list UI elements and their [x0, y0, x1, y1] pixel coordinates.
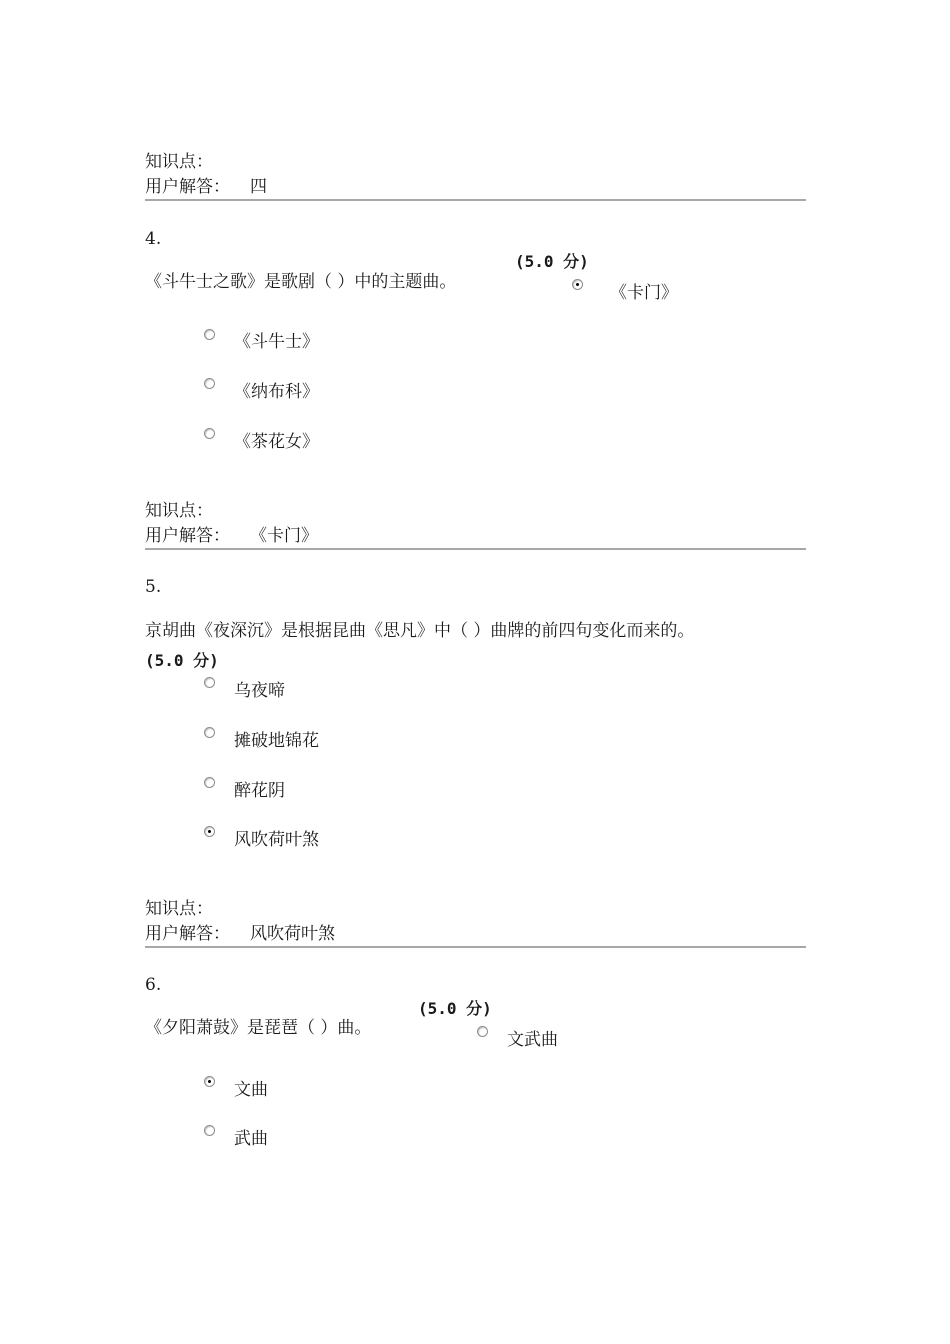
q4-option-2-radio[interactable] [204, 329, 215, 340]
q3-divider [145, 199, 806, 201]
q5-answer-value: 风吹荷叶煞 [250, 924, 335, 944]
q4-option-4-radio[interactable] [204, 428, 215, 439]
q4-option-4-label: 《茶花女》 [234, 432, 319, 452]
q4-option-3-radio[interactable] [204, 378, 215, 389]
q4-number: 4. [145, 229, 162, 249]
q5-knowledge-label: 知识点： [145, 899, 213, 919]
q4-score: (5.0 分) [515, 252, 589, 271]
q5-divider [145, 946, 806, 948]
q4-answer-value: 《卡门》 [250, 526, 318, 546]
q4-divider [145, 548, 806, 550]
q6-number: 6. [145, 975, 162, 995]
q5-option-2-label: 摊破地锦花 [234, 731, 319, 751]
q5-option-4-radio[interactable] [204, 826, 215, 837]
q6-option-1-label: 文武曲 [507, 1030, 558, 1050]
q5-question-text: 京胡曲《夜深沉》是根据昆曲《思凡》中（ ）曲牌的前四句变化而来的。 [145, 621, 695, 641]
q5-score: (5.0 分) [145, 651, 219, 670]
q4-option-1-radio[interactable] [572, 279, 583, 290]
q5-answer-label: 用户解答： [145, 924, 230, 944]
q6-option-1-radio[interactable] [477, 1026, 488, 1037]
q6-score: (5.0 分) [418, 999, 492, 1018]
q6-question-text: 《夕阳萧鼓》是琵琶（ ）曲。 [145, 1018, 372, 1038]
q4-answer-label: 用户解答： [145, 526, 230, 546]
q6-option-2-radio[interactable] [204, 1076, 215, 1087]
q3-answer-label: 用户解答： [145, 177, 230, 197]
q5-option-2-radio[interactable] [204, 727, 215, 738]
q4-option-2-label: 《斗牛士》 [234, 332, 319, 352]
q5-option-1-label: 乌夜啼 [234, 681, 285, 701]
q5-number: 5. [145, 577, 162, 597]
q4-option-1-label: 《卡门》 [610, 283, 678, 303]
q4-knowledge-label: 知识点： [145, 501, 213, 521]
q5-option-3-label: 醉花阴 [234, 781, 285, 801]
q6-option-2-label: 文曲 [234, 1080, 268, 1100]
q6-option-3-radio[interactable] [204, 1125, 215, 1136]
q3-answer-value: 四 [250, 177, 267, 197]
q6-option-3-label: 武曲 [234, 1129, 268, 1149]
q3-knowledge-label: 知识点： [145, 152, 213, 172]
q5-option-4-label: 风吹荷叶煞 [234, 830, 319, 850]
q5-option-1-radio[interactable] [204, 677, 215, 688]
q4-question-text: 《斗牛士之歌》是歌剧（ ）中的主题曲。 [145, 272, 457, 292]
q5-option-3-radio[interactable] [204, 777, 215, 788]
q4-option-3-label: 《纳布科》 [234, 382, 319, 402]
